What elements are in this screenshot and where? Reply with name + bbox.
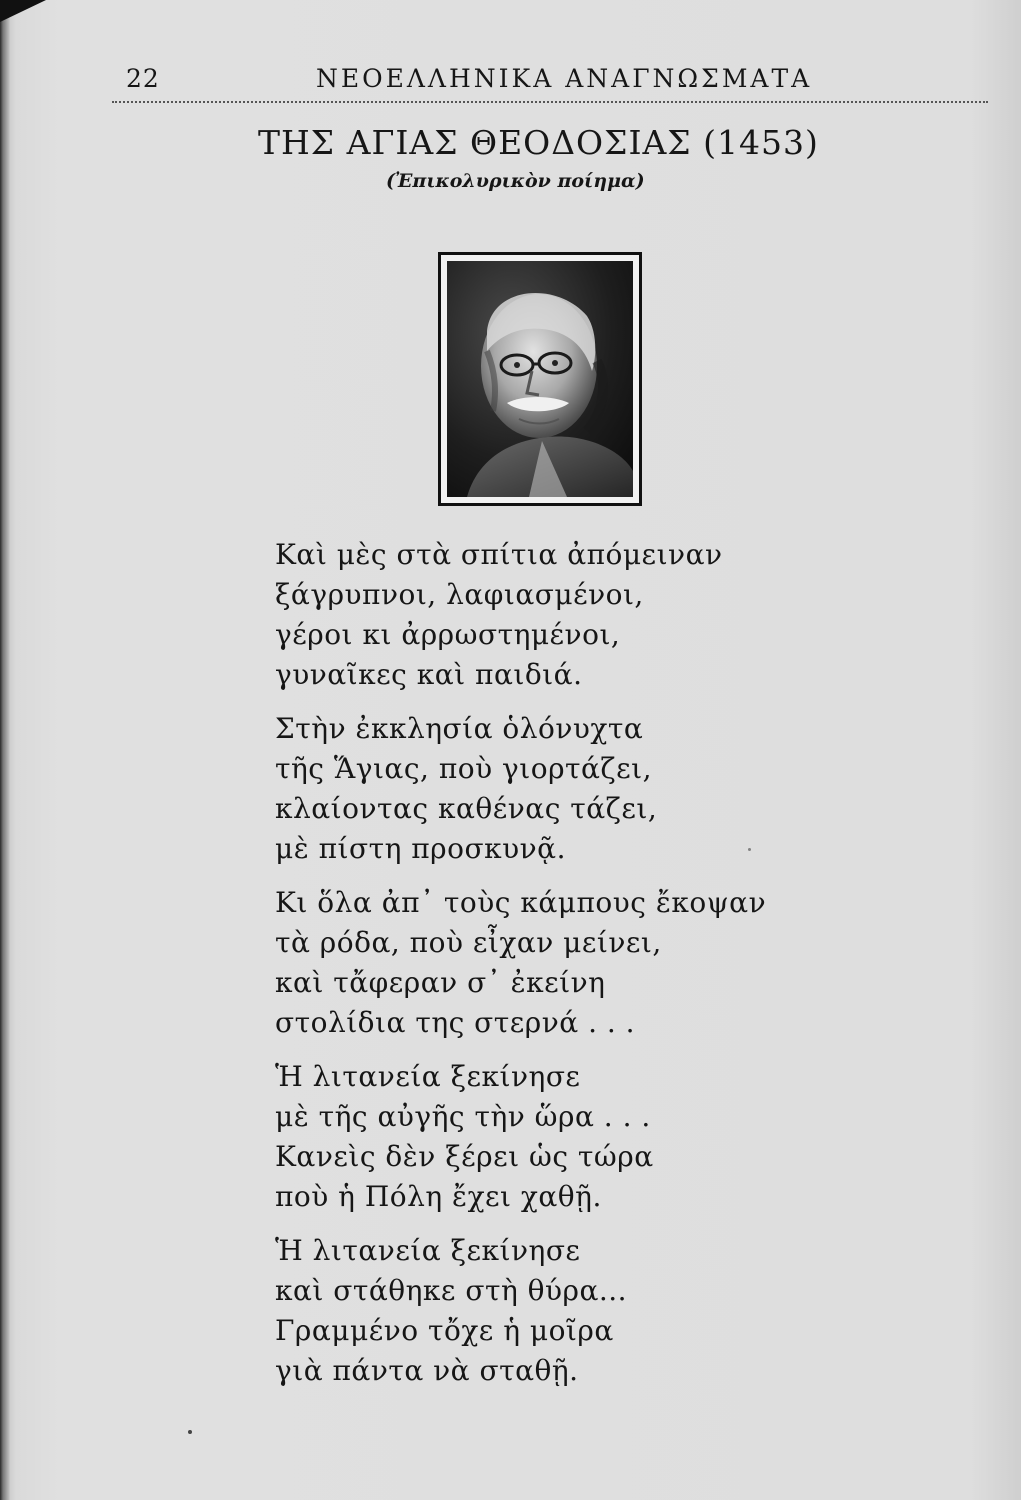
poem-subtitle: (Ἐπικολυρικὸν ποίημα) bbox=[386, 170, 645, 192]
poem-line: καὶ τἄφεραν σ᾽ ἐκείνη bbox=[275, 966, 606, 999]
stanza bbox=[275, 709, 835, 869]
ink-speck bbox=[748, 848, 751, 851]
poem-line: στολίδια της στερνά . . . bbox=[275, 1006, 636, 1039]
stanza bbox=[275, 535, 835, 695]
poem-line: μὲ πίστη προσκυνᾷ. bbox=[275, 832, 566, 865]
poem-line: Γραμμένο τὄχε ἡ μοῖρα bbox=[275, 1314, 614, 1347]
running-head bbox=[126, 64, 911, 98]
poem-line: Καὶ μὲς στὰ σπίτια ἀπόμειναν bbox=[275, 538, 723, 571]
poem-line: κλαίοντας καθένας τάζει, bbox=[275, 792, 658, 825]
stanza bbox=[275, 1231, 835, 1391]
page-spine-shadow bbox=[0, 0, 10, 1500]
stanza bbox=[275, 1057, 835, 1217]
poem-line: γιὰ πάντα νὰ σταθῇ. bbox=[275, 1354, 579, 1387]
stanza bbox=[275, 883, 835, 1043]
ink-speck bbox=[188, 1430, 192, 1434]
portrait-illustration bbox=[447, 261, 633, 497]
poem-line: ποὺ ἡ Πόλη ἔχει χαθῇ. bbox=[275, 1180, 602, 1213]
dark-corner bbox=[0, 0, 46, 22]
header-rule bbox=[112, 101, 988, 103]
poem-line: Ἡ λιτανεία ξεκίνησε bbox=[275, 1060, 581, 1093]
poem-line: μὲ τῆς αὐγῆς τὴν ὥρα . . . bbox=[275, 1100, 651, 1133]
poem-line: Κανεὶς δὲν ξέρει ὡς τώρα bbox=[275, 1140, 654, 1173]
page-number: 22 bbox=[126, 64, 160, 93]
poem-line: καὶ στάθηκε στὴ θύρα... bbox=[275, 1274, 628, 1307]
poem-line: Κι ὅλα ἀπ᾽ τοὺς κάμπους ἔκοψαν bbox=[275, 886, 767, 919]
poem-line: ξάγρυπνοι, λαφιασμένοι, bbox=[275, 578, 644, 611]
poem-line: τῆς Ἅγιας, ποὺ γιορτάζει, bbox=[275, 752, 652, 785]
poem-line: γυναῖκες καὶ παιδιά. bbox=[275, 658, 583, 691]
poem-line: γέροι κι ἀρρωστημένοι, bbox=[275, 618, 621, 651]
poem-line: Στὴν ἐκκλησία ὁλόνυχτα bbox=[275, 712, 644, 745]
poem-title: ΤΗΣ ΑΓΙΑΣ ΘΕΟΔΟΣΙΑΣ (1453) bbox=[258, 123, 819, 162]
poem-body bbox=[275, 535, 835, 1405]
poem-line: τὰ ρόδα, ποὺ εἶχαν μείνει, bbox=[275, 926, 662, 959]
running-title: ΝΕΟΕΛΛΗΝΙΚΑ ΑΝΑΓΝΩΣΜΑΤΑ bbox=[316, 64, 813, 93]
poem-line: Ἡ λιτανεία ξεκίνησε bbox=[275, 1234, 581, 1267]
author-portrait bbox=[438, 252, 642, 506]
